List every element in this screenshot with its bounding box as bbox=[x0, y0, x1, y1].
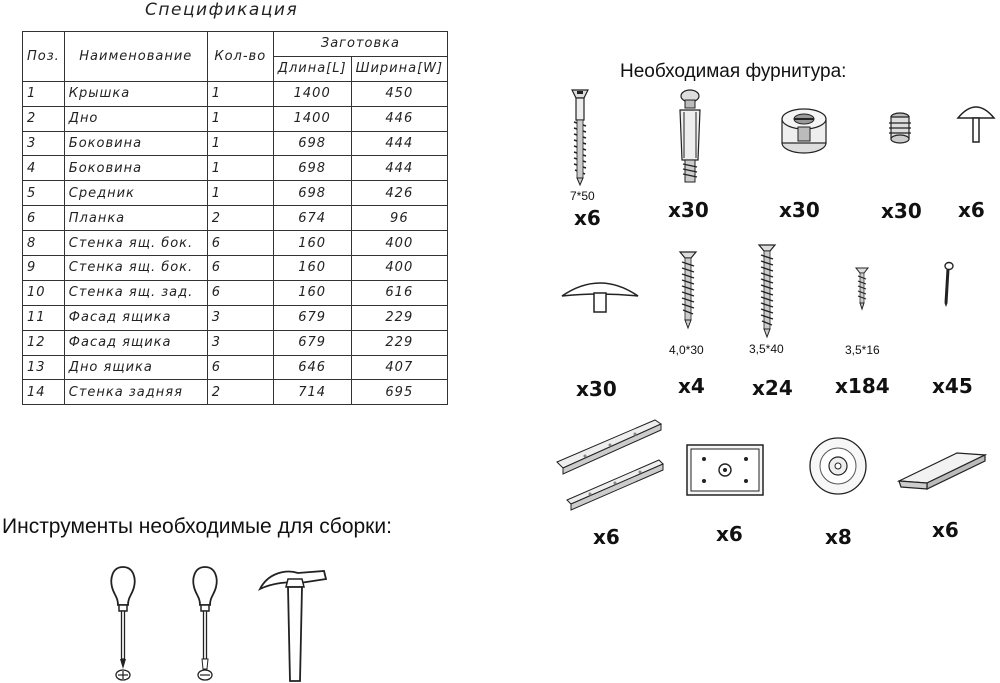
row-qty: 1 bbox=[207, 106, 273, 131]
table-row bbox=[23, 305, 448, 330]
row-length: 674 bbox=[273, 206, 351, 231]
size-label: 7*50 bbox=[570, 189, 595, 203]
row-length: 679 bbox=[273, 330, 351, 355]
row-length: 698 bbox=[273, 131, 351, 156]
row-width: 426 bbox=[351, 181, 448, 206]
qty-label: x6 bbox=[716, 522, 743, 546]
row-qty: 2 bbox=[207, 206, 273, 231]
row-width: 407 bbox=[351, 355, 448, 380]
row-name: Стенка ящ. зад. bbox=[64, 280, 207, 305]
row-length: 698 bbox=[273, 156, 351, 181]
row-length: 679 bbox=[273, 305, 351, 330]
table-row bbox=[23, 156, 448, 181]
mounting-plate-icon bbox=[686, 444, 764, 496]
header-length: Длина[L] bbox=[273, 56, 351, 81]
round-pad-icon bbox=[808, 436, 868, 496]
screw-35x40-icon bbox=[757, 243, 777, 339]
qty-label: x45 bbox=[932, 374, 973, 398]
row-width: 450 bbox=[351, 81, 448, 106]
hardware-title: Необходимая фурнитура: bbox=[620, 61, 847, 82]
row-length: 1400 bbox=[273, 106, 351, 131]
header-blank: Заготовка bbox=[273, 32, 447, 57]
furniture-glide-icon bbox=[560, 276, 640, 314]
row-name: Планка bbox=[64, 206, 207, 231]
row-qty: 2 bbox=[207, 380, 273, 405]
qty-label: x8 bbox=[825, 525, 852, 549]
row-width: 400 bbox=[351, 231, 448, 256]
qty-label: x30 bbox=[779, 198, 820, 222]
row-width: 444 bbox=[351, 156, 448, 181]
qty-label: x30 bbox=[881, 199, 922, 223]
table-row bbox=[23, 256, 448, 281]
qty-label: x30 bbox=[576, 377, 617, 401]
table-row bbox=[23, 231, 448, 256]
row-name: Стенка задняя bbox=[64, 380, 207, 405]
qty-label: x6 bbox=[932, 518, 959, 542]
table-row bbox=[23, 355, 448, 380]
tools-title: Инструменты необходимые для сборки: bbox=[2, 515, 392, 538]
row-qty: 6 bbox=[207, 231, 273, 256]
qty-label: x4 bbox=[678, 374, 705, 398]
row-pos: 4 bbox=[23, 156, 65, 181]
qty-label: x6 bbox=[574, 206, 601, 230]
row-pos: 13 bbox=[23, 355, 65, 380]
row-qty: 6 bbox=[207, 256, 273, 281]
row-name: Средник bbox=[64, 181, 207, 206]
table-row bbox=[23, 131, 448, 156]
qty-label: x6 bbox=[958, 198, 985, 222]
qty-label: x30 bbox=[668, 198, 709, 222]
row-qty: 1 bbox=[207, 81, 273, 106]
qty-label: x184 bbox=[835, 374, 890, 398]
row-pos: 5 bbox=[23, 181, 65, 206]
row-pos: 1 bbox=[23, 81, 65, 106]
row-name: Боковина bbox=[64, 156, 207, 181]
spec-table bbox=[22, 31, 448, 405]
row-qty: 3 bbox=[207, 305, 273, 330]
small-cap-nail-icon bbox=[956, 98, 996, 144]
size-label: 3,5*40 bbox=[749, 342, 784, 356]
table-row bbox=[23, 330, 448, 355]
row-width: 695 bbox=[351, 380, 448, 405]
handle-icon bbox=[897, 451, 987, 491]
screw-35x16-icon bbox=[855, 266, 869, 310]
row-width: 229 bbox=[351, 305, 448, 330]
row-qty: 1 bbox=[207, 131, 273, 156]
size-label: 4,0*30 bbox=[669, 343, 704, 357]
row-name: Дно bbox=[64, 106, 207, 131]
row-qty: 1 bbox=[207, 156, 273, 181]
flat-screwdriver-icon bbox=[190, 565, 220, 683]
row-width: 96 bbox=[351, 206, 448, 231]
table-row bbox=[23, 206, 448, 231]
row-length: 160 bbox=[273, 231, 351, 256]
hammer-icon bbox=[258, 565, 330, 683]
qty-label: x24 bbox=[752, 376, 793, 400]
eccentric-rod-icon bbox=[672, 88, 708, 186]
table-row bbox=[23, 380, 448, 405]
header-width: Ширина[W] bbox=[351, 56, 448, 81]
row-name: Боковина bbox=[64, 131, 207, 156]
row-qty: 6 bbox=[207, 280, 273, 305]
row-length: 646 bbox=[273, 355, 351, 380]
phillips-screwdriver-icon bbox=[108, 565, 138, 683]
row-pos: 12 bbox=[23, 330, 65, 355]
row-name: Стенка ящ. бок. bbox=[64, 231, 207, 256]
header-name: Наименование bbox=[64, 32, 207, 82]
size-label: 3,5*16 bbox=[845, 343, 880, 357]
row-length: 714 bbox=[273, 380, 351, 405]
table-row bbox=[23, 280, 448, 305]
table-row bbox=[23, 181, 448, 206]
qty-label: x6 bbox=[593, 525, 620, 549]
row-pos: 14 bbox=[23, 380, 65, 405]
row-pos: 11 bbox=[23, 305, 65, 330]
table-row bbox=[23, 106, 448, 131]
row-qty: 3 bbox=[207, 330, 273, 355]
pin-nail-icon bbox=[941, 261, 955, 307]
row-width: 444 bbox=[351, 131, 448, 156]
screw-40x30-icon bbox=[678, 250, 698, 330]
row-name: Крышка bbox=[64, 81, 207, 106]
row-pos: 2 bbox=[23, 106, 65, 131]
row-width: 616 bbox=[351, 280, 448, 305]
header-qty: Кол-во bbox=[207, 32, 273, 82]
row-pos: 3 bbox=[23, 131, 65, 156]
drawer-slide-icon bbox=[555, 418, 665, 514]
row-name: Фасад ящика bbox=[64, 330, 207, 355]
dowel-plug-icon bbox=[885, 112, 915, 146]
row-pos: 6 bbox=[23, 206, 65, 231]
row-name: Дно ящика bbox=[64, 355, 207, 380]
row-width: 446 bbox=[351, 106, 448, 131]
row-pos: 9 bbox=[23, 256, 65, 281]
row-width: 229 bbox=[351, 330, 448, 355]
row-length: 160 bbox=[273, 280, 351, 305]
row-name: Фасад ящика bbox=[64, 305, 207, 330]
confirmat-screw-icon bbox=[568, 88, 592, 188]
row-length: 160 bbox=[273, 256, 351, 281]
row-name: Стенка ящ. бок. bbox=[64, 256, 207, 281]
row-qty: 1 bbox=[207, 181, 273, 206]
row-pos: 8 bbox=[23, 231, 65, 256]
header-pos: Поз. bbox=[23, 32, 65, 82]
row-pos: 10 bbox=[23, 280, 65, 305]
spec-title: Спецификация bbox=[145, 0, 299, 20]
row-qty: 6 bbox=[207, 355, 273, 380]
table-row bbox=[23, 81, 448, 106]
row-length: 698 bbox=[273, 181, 351, 206]
row-length: 1400 bbox=[273, 81, 351, 106]
row-width: 400 bbox=[351, 256, 448, 281]
eccentric-cam-icon bbox=[776, 103, 832, 157]
